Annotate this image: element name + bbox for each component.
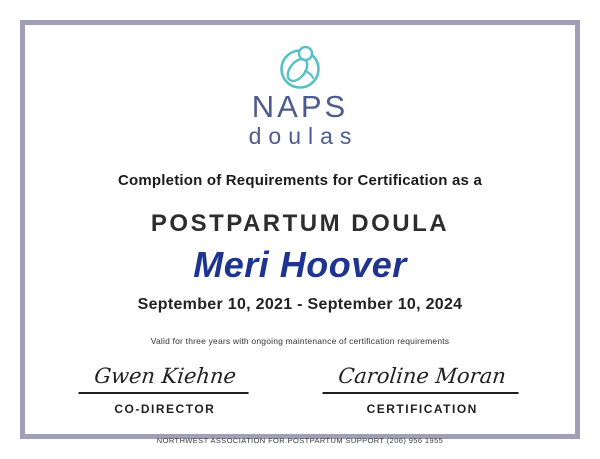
- signature-title: CERTIFICATION: [366, 402, 478, 417]
- brand-subname: doulas: [248, 123, 359, 149]
- naps-flower-icon: [278, 45, 322, 89]
- signature-name: Caroline Moran: [323, 364, 522, 394]
- recipient-name: Meri Hoover: [193, 244, 407, 286]
- signature-certification: [324, 364, 520, 416]
- validity-note: Valid for three years with ongoing maintenance of certification requirements: [150, 336, 450, 347]
- signature-co-director: [80, 364, 250, 416]
- certificate-heading: Completion of Requirements for Certification as a: [117, 172, 482, 190]
- organization-footer: NORTHWEST ASSOCIATION FOR POSTPARTUM SUPPORT (206) 956 1955: [156, 436, 444, 445]
- certification-date-range: September 10, 2021 - September 10, 2024: [137, 296, 463, 314]
- signature-title: CO-DIRECTOR: [114, 402, 216, 417]
- signature-name: Gwen Kiehne: [78, 364, 251, 394]
- brand-name: NAPS: [251, 89, 349, 124]
- signatures-row: [80, 364, 520, 416]
- naps-logo: [242, 45, 359, 148]
- credential-title: POSTPARTUM DOULA: [150, 210, 450, 238]
- certificate-content: [25, 25, 575, 434]
